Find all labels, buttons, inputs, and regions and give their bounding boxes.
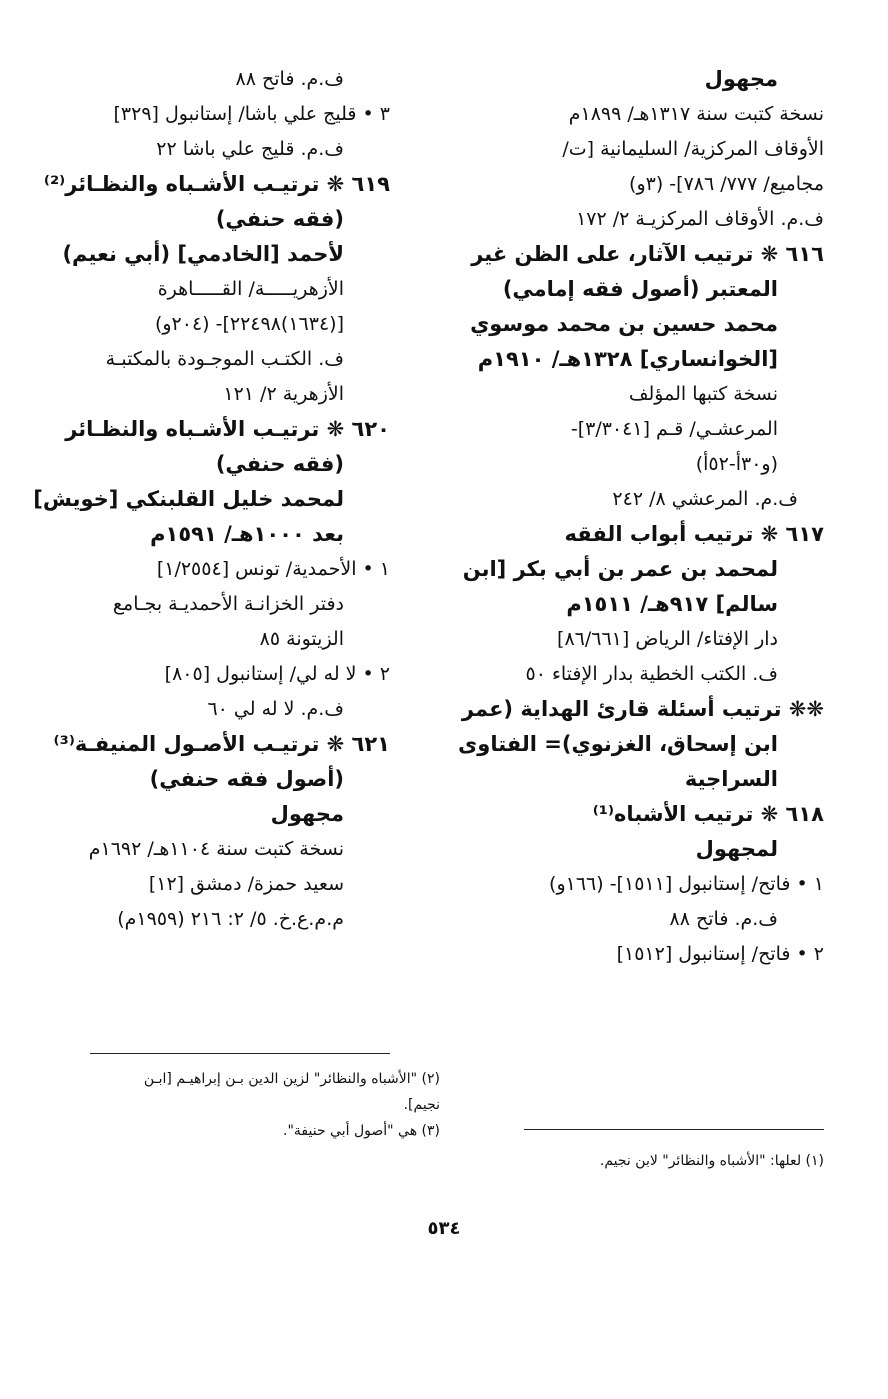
entry-detail-line: ف. الكتب الخطية بدار الإفتاء ٥٠ [525,663,778,685]
entry-heading-line: (أصول فقه حنفي) [149,767,344,791]
entry-detail-line: ٢ • لا له لي/ إستانبول [٨٠٥] [164,663,390,685]
entry-detail-line: دفتر الخزانـة الأحمديـة بجـامع [112,593,344,615]
entry-heading-line: لمحمد بن عمر بن أبي بكر [ابن [462,557,778,581]
entry-heading-line: ٦٢٠ ❋ ترتيـب الأشـباه والنظـائر [65,417,390,441]
footnotes-right [494,1148,824,1174]
page-number: ٥٣٤ [427,1218,461,1239]
entry-detail-line: المرعشـي/ قـم [٣/٣٠٤١]- [570,418,778,440]
entry-heading-line: بعد ١٠٠٠هـ/ ١٥٩١م [150,522,344,546]
footnote-divider-left [90,1053,390,1054]
entry-heading-line: (فقه حنفي) [215,452,344,476]
entry-detail-line: الأوقاف المركزية/ السليمانية [ت/ [562,138,824,160]
entry-heading-line: [الخوانساري] ١٣٢٨هـ/ ١٩١٠م [477,347,778,371]
entry-heading-line: مجهول [704,67,778,91]
entry-detail-line: ١ • فاتح/ إستانبول [١٥١١]- (١٦٦و) [549,873,824,895]
entry-heading-line: لمجهول [695,837,778,861]
entry-detail-line: مجاميع/ ٧٧٧/ ٧٨٦]- (٣و) [629,173,824,195]
right-column [458,62,824,972]
entry-detail-line: م.م.ع.خ. ٥/ ٢: ٢١٦ (١٩٥٩م) [117,908,344,930]
entry-detail-line: ف.م. لا له لي ٦٠ [207,698,344,720]
entry-detail-line: ف. الكتـب الموجـودة بالمكتبـة [105,348,344,370]
footnotes-left [95,1066,440,1144]
entry-detail-line: ف.م. المرعشي ٨/ ٢٤٢ [612,488,798,510]
entry-heading-line: المعتبر (أصول فقه إمامي) [502,277,778,301]
entry-detail-line: نسخة كتبت سنة ١١٠٤هـ/ ١٦٩٢م [88,838,344,860]
entry-heading-line: لمحمد خليل القلبنكي [خويش] [33,487,344,511]
entry-detail-line: دار الإفتاء/ الرياض [٨٦/٦٦١] [557,628,778,650]
entry-detail-line: (و٣٠أ-٥٢أ) [695,453,778,475]
entry-heading-line: ٦١٨ ❋ ترتيب الأشباه⁽¹⁾ [592,802,824,826]
left-column [33,62,390,937]
entry-heading-line: مجهول [270,802,344,826]
entry-heading-line: ابن إسحاق، الغزنوي)= الفتاوى [458,732,778,756]
entry-detail-line: ١ • الأحمدية/ تونس [١/٢٥٥٤] [156,558,390,580]
entry-detail-line: ٣ • قليج علي باشا/ إستانبول [٣٢٩] [113,103,390,125]
entry-detail-line: ف.م. فاتح ٨٨ [669,908,778,930]
entry-heading-line: ٦٢١ ❋ ترتيـب الأصـول المنيفـة⁽³⁾ [53,732,390,756]
entry-heading-line: السراجية [684,767,778,791]
entry-heading-line: محمد حسين بن محمد موسوي [470,312,778,336]
footnote-line: نجيم]. [403,1097,440,1113]
entry-detail-line: نسخة كتبت سنة ١٣١٧هـ/ ١٨٩٩م [568,103,824,125]
footnote-line: (٣) هي "أصول أبي حنيفة". [283,1123,440,1139]
footnote-line: (٢) "الأشباه والنظائر" لزين الدين بـن إبراهيـم [ابـن [143,1071,440,1087]
footnote-line: (١) لعلها: "الأشباه والنظائر" لابن نجيم. [599,1153,824,1169]
entry-detail-line: الزيتونة ٨٥ [259,628,344,650]
entry-detail-line: ٢ • فاتح/ إستانبول [١٥١٢] [616,943,824,965]
entry-detail-line: [(١٦٣٤)٢٢٤٩٨]- (٢٠٤و) [154,313,344,335]
entry-heading-line: ❋❋ ترتيب أسئلة قارئ الهداية (عمر [461,697,824,721]
footnote-divider-right [524,1129,824,1130]
entry-heading-line: ٦١٧ ❋ ترتيب أبواب الفقه [564,522,824,546]
entry-detail-line: ف.م. قليج علي باشا ٢٢ [156,138,344,160]
entry-detail-line: نسخة كتبها المؤلف [628,383,778,405]
entry-detail-line: الأزهريـــــة/ القـــــاهرة [157,278,344,300]
entry-heading-line: لأحمد [الخادمي] (أبي نعيم) [62,242,344,266]
entry-detail-line: ف.م. فاتح ٨٨ [235,68,344,90]
entry-heading-line: ٦١٦ ❋ ترتيب الآثار، على الظن غير [471,242,824,266]
entry-detail-line: ف.م. الأوقاف المركزيـة ٢/ ١٧٢ [576,208,824,230]
entry-detail-line: الأزهرية ٢/ ١٢١ [223,383,344,405]
entry-detail-line: سعيد حمزة/ دمشق [١٢] [148,873,344,895]
entry-heading-line: (فقه حنفي) [215,207,344,231]
entry-heading-line: ٦١٩ ❋ ترتيـب الأشـباه والنظـائر⁽²⁾ [43,172,390,196]
entry-heading-line: سالم] ٩١٧هـ/ ١٥١١م [566,592,778,616]
